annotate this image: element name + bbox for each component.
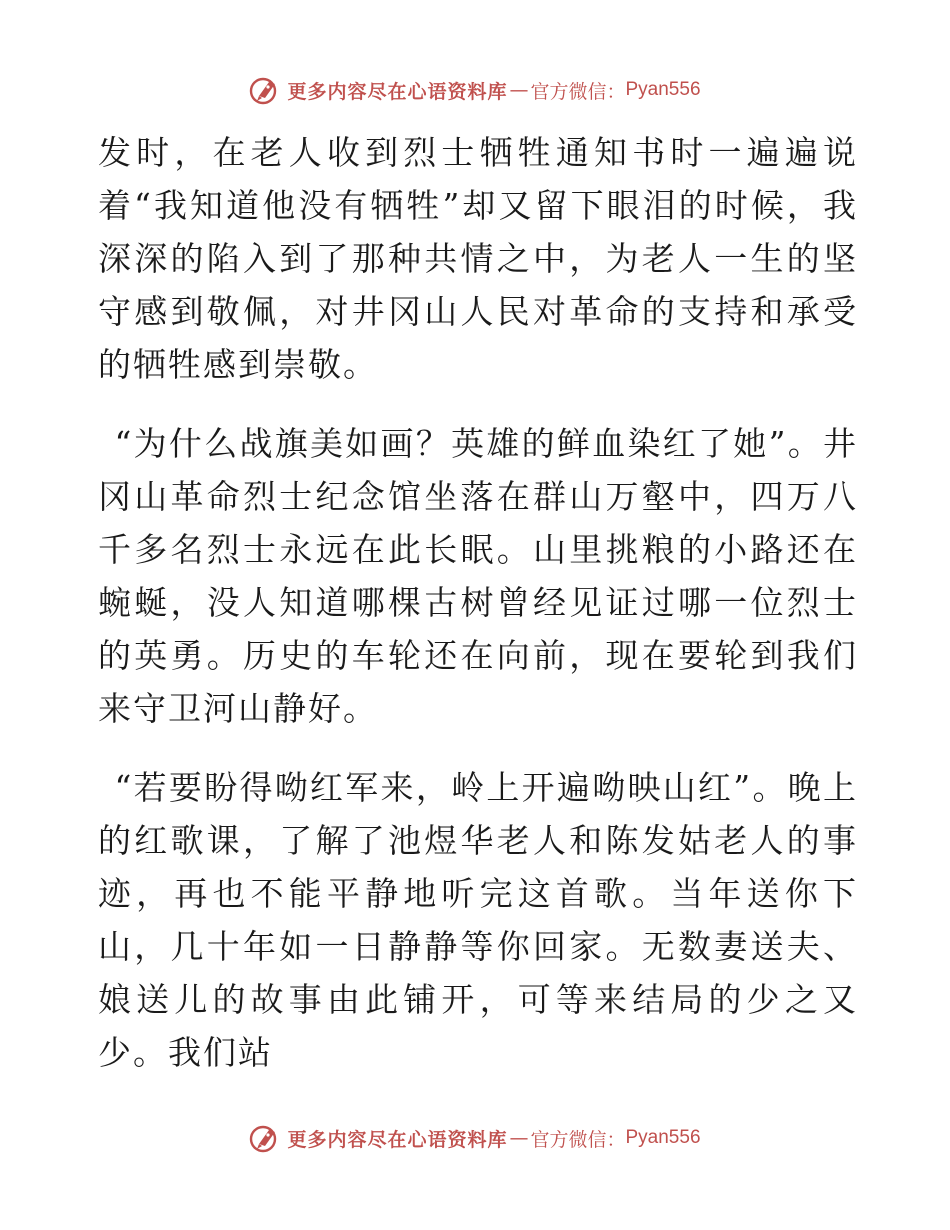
watermark-wechat-label: 官方微信：	[530, 1128, 626, 1151]
header-watermark	[0, 70, 950, 110]
watermark-brand-text: 更多内容尽在心语资料库	[287, 1128, 508, 1151]
footer-watermark	[0, 1118, 950, 1158]
watermark-wechat-label: 官方微信：	[530, 80, 626, 103]
paragraph-3: “若要盼得呦红军来，岭上开遍呦映山红”。晚上的红歌课，了解了池煜华老人和陈发姑老人的事迹，再也不能平静地听完这首歌。当年送你下山，几十年如一日静静等你回家。无数妻送夫、娘送儿的故事由此铺开，可等来结局的少之又少。我们站	[98, 768, 858, 1072]
document-body	[98, 126, 858, 1079]
paragraph-1: 发时，在老人收到烈士牺牲通知书时一遍遍说着“我知道他没有牺牲”却又留下眼泪的时候，我深深的陷入到了那种共情之中，为老人一生的坚守感到敬佩，对井冈山人民对革命的支持和承受的牺牲感到崇敬。	[98, 133, 858, 384]
watermark-separator: —	[509, 79, 529, 101]
pen-nib-logo-icon	[249, 74, 281, 106]
watermark-wechat-id: Pyan556	[625, 1127, 701, 1148]
watermark-wechat-id: Pyan556	[625, 79, 701, 100]
watermark-brand-text: 更多内容尽在心语资料库	[287, 80, 508, 103]
pen-nib-logo-icon	[249, 1122, 281, 1154]
watermark-separator: —	[509, 1127, 529, 1149]
paragraph-2: “为什么战旗美如画？英雄的鲜血染红了她”。井冈山革命烈士纪念馆坐落在群山万壑中，四万八千多名烈士永远在此长眠。山里挑粮的小路还在蜿蜒，没人知道哪棵古树曾经见证过哪一位烈士的英勇。历史的车轮还在向前，现在要轮到我们来守卫河山静好。	[98, 424, 858, 728]
